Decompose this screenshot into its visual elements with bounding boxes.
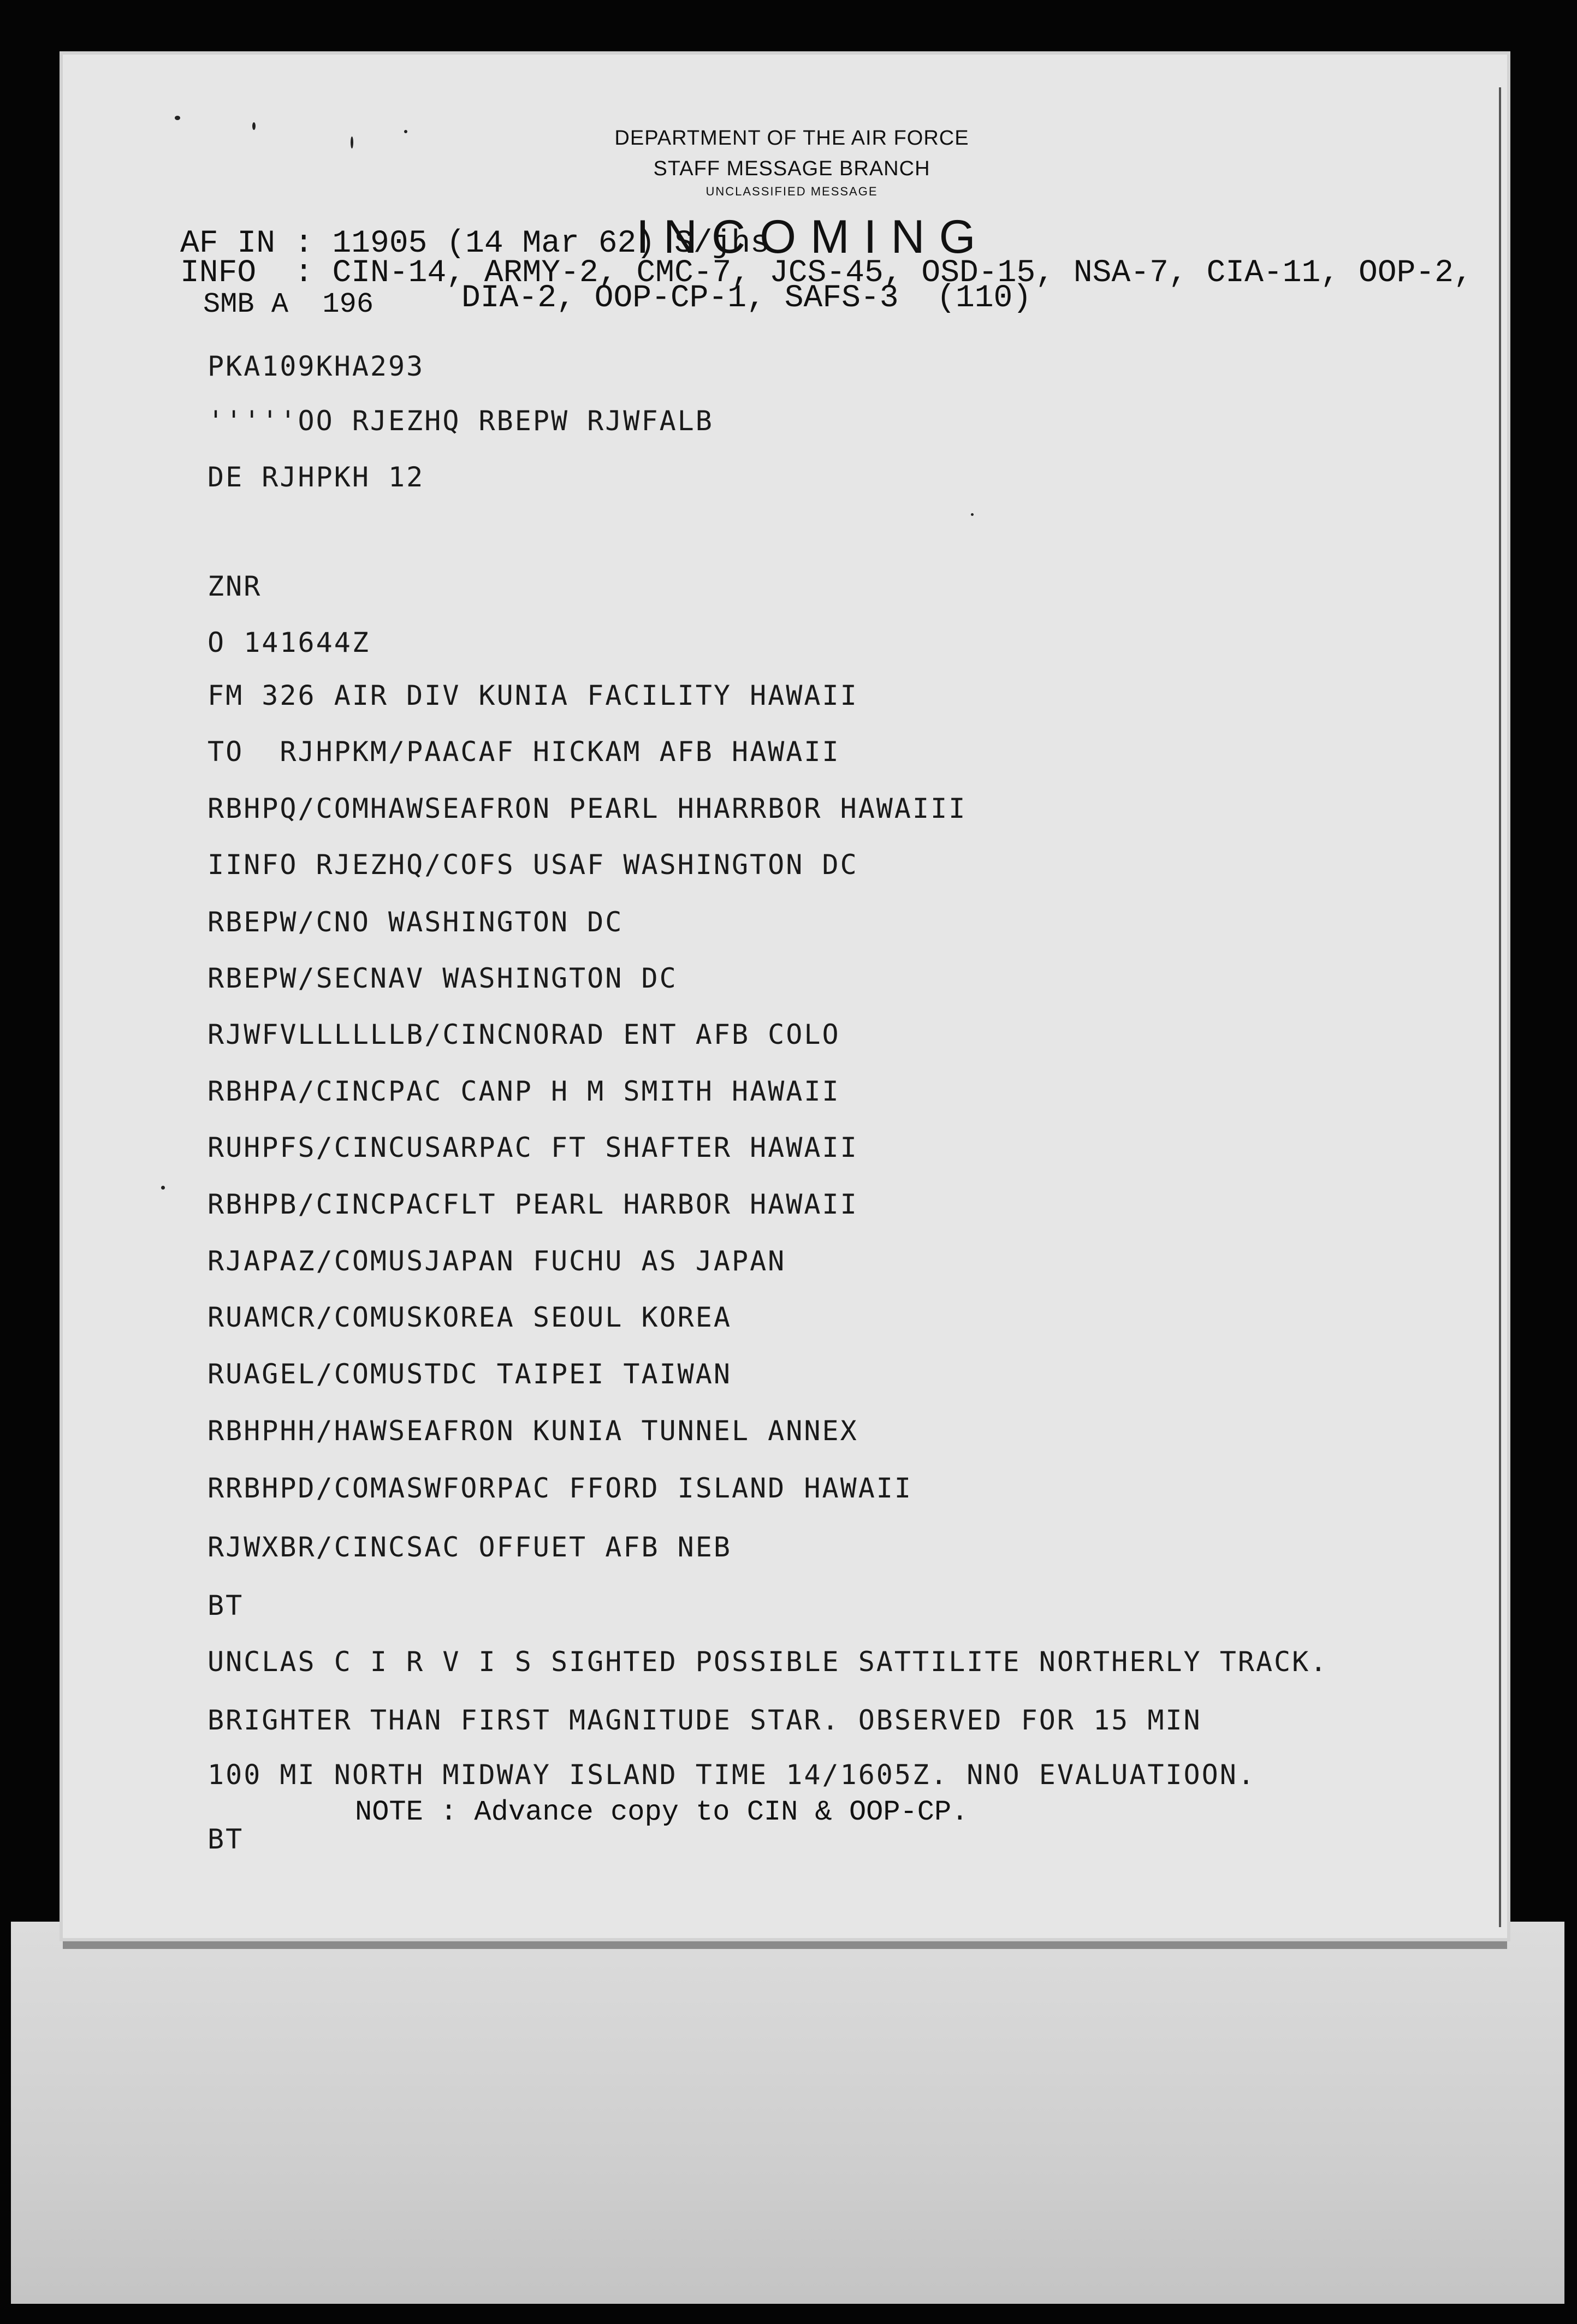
branch-title: STAFF MESSAGE BRANCH [653,157,930,180]
speck-mark [351,136,353,148]
message-line: RBEPW/CNO WASHINGTON DC [208,906,624,938]
speck-mark [175,116,180,120]
message-line: RUAGEL/COMUSTDC TAIPEI TAIWAN [208,1358,732,1390]
message-line: RBHPQ/COMHAWSEAFRON PEARL HHARRBOR HAWAIII [208,793,967,824]
message-line: ZNR [208,570,262,602]
incoming-stamp: INCOMING [636,211,990,263]
message-line: RBHPB/CINCPACFLT PEARL HARBOR HAWAII [208,1188,858,1220]
message-line: O 141644Z [208,627,370,658]
message-line: FM 326 AIR DIV KUNIA FACILITY HAWAII [208,680,858,711]
speck-mark [252,122,256,130]
smb-line: SMB A 196 [203,288,374,320]
message-line: RJWFVLLLLLLB/CINCNORAD ENT AFB COLO [208,1019,840,1050]
message-line: RJWXBR/CINCSAC OFFUET AFB NEB [208,1531,732,1563]
message-line: RBEPW/SECNAV WASHINGTON DC [208,962,678,994]
message-line: RRBHPD/COMASWFORPAC FFORD ISLAND HAWAII [208,1472,912,1504]
message-line: '''''OO RJEZHQ RBEPW RJWFALB [208,405,714,437]
department-title: DEPARTMENT OF THE AIR FORCE [614,127,969,150]
message-line: RBHPA/CINCPAC CANP H M SMITH HAWAII [208,1075,840,1107]
speck-mark [404,130,407,133]
speck-mark [971,513,974,516]
background-sheet [11,1922,1564,2304]
advance-copy-note: NOTE : Advance copy to CIN & OOP-CP. [355,1796,969,1828]
message-line: BT [208,1590,244,1621]
message-line: DE RJHPKH 12 [208,461,425,493]
info-distribution-line-2: DIA-2, OOP-CP-1, SAFS-3 (110) [461,281,1032,316]
message-line: RUHPFS/CINCUSARPAC FT SHAFTER HAWAII [208,1132,858,1163]
classification-label: UNCLASSIFIED MESSAGE [706,185,878,198]
message-line: RBHPHH/HAWSEAFRON KUNIA TUNNEL ANNEX [208,1415,858,1447]
message-text: UNCLAS C I R V I S SIGHTED POSSIBLE SATTILITE NORTHERLY TRACK. [208,1646,1329,1678]
message-line: IINFO RJEZHQ/COFS USAF WASHINGTON DC [208,849,858,881]
message-line: PKA109KHA293 [208,350,425,382]
speck-mark [161,1186,165,1190]
message-line: BT [208,1823,244,1855]
af-in-line: AF IN : 11905 (14 Mar 62) S/jhs [180,226,769,261]
info-distribution-line: INFO : CIN-14, ARMY-2, CMC-7, JCS-45, OSD-15, NSA-7, CIA-11, OOP-2, [180,255,1473,291]
message-line: RJAPAZ/COMUSJAPAN FUCHU AS JAPAN [208,1245,786,1277]
message-line: RUAMCR/COMUSKOREA SEOUL KOREA [208,1301,732,1333]
message-line: TO RJHPKM/PAACAF HICKAM AFB HAWAII [208,736,840,768]
right-margin-rule [1499,87,1501,1927]
message-text: BRIGHTER THAN FIRST MAGNITUDE STAR. OBSERVED FOR 15 MIN [208,1704,1202,1736]
message-text: 100 MI NORTH MIDWAY ISLAND TIME 14/1605Z. NNO EVALUATIOON. [208,1759,1256,1791]
